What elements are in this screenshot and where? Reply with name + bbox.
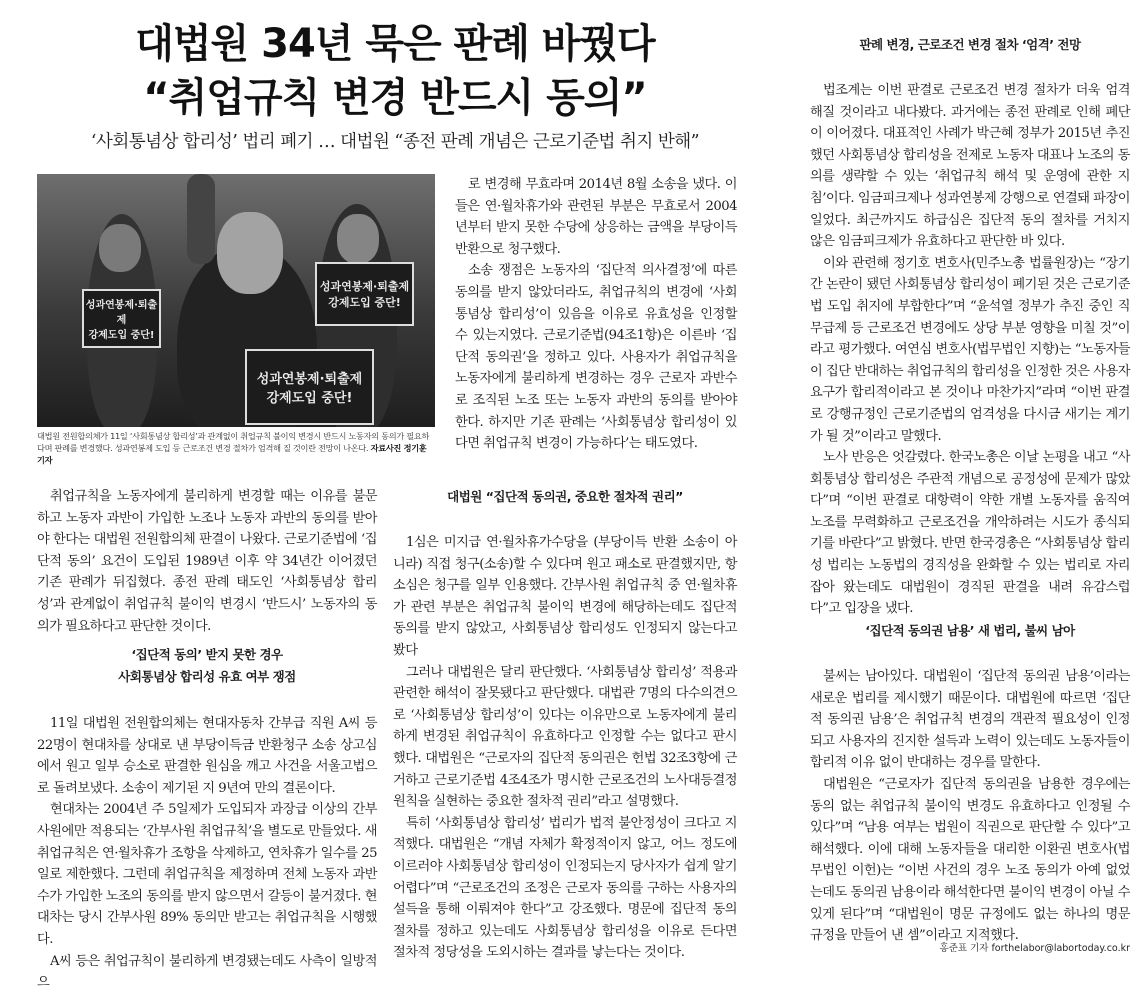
byline: 홍준표 기자 forthelabor@labortoday.co.kr bbox=[939, 943, 1130, 954]
protest-photo bbox=[37, 174, 435, 427]
col2-body bbox=[393, 532, 737, 964]
subheadline: ‘사회통념상 합리성’ 법리 폐기 … 대법원 “종전 판례 개념은 근로기준법 취지 반해” bbox=[90, 132, 700, 152]
col1-subhead-1: ‘집단적 동의’ 받지 못한 경우 bbox=[131, 647, 283, 662]
col1-lead-text: 취업규칙을 노동자에게 불리하게 변경할 때는 이유를 불문하고 노동자 과반이 가입한 노조나 노동자 과반의 동의를 받아야 한다는 대법원 전원합의체 판결이 나왔다. 근로기준법에 ‘집단적 동의’ 요건이 도입된 1989년 이후 약 34년간 이어졌던 기존 판례가 뒤집혔다. 종전 판례 태도인 ‘사회통념상 합리성’과 관계없이 취업규칙 불이익 변경시 ‘반드시’ 노동자의 동의가 필요하다고 판단한 것이다. bbox=[37, 489, 377, 634]
col3-p3: 노사 반응은 엇갈렸다. 한국노총은 이날 논평을 내고 “사회통념상 합리성은 주관적 개념으로 공정성에 문제가 많았다”며 “이번 판결로 대항력이 약한 개별 노동자를 움직여 노조를 무력화하고 근로조건을 개악하려는 시도가 종식되기를 바란다”고 밝혔다. 반면 한국경총은 “사회통념상 합리성 법리는 노동법의 경직성을 완화할 수 있는 법리로 자리 잡아 왔는데도 대법원이 경직된 판결을 내려 유감스럽다”고 입장을 냈다. bbox=[810, 450, 1130, 617]
headline-line-1: 대법원 34년 묵은 판례 바꿨다 bbox=[135, 21, 655, 67]
col3-subheading-2: ‘집단적 동의권 남용’ 새 법리, 불씨 남아 bbox=[865, 623, 1075, 638]
col2-p1: 로 변경해 무효라며 2014년 8월 소송을 냈다. 이들은 연·월차휴가와 관련된 부분은 무효로서 2004년부터 받지 못한 수당에 상응하는 금액을 부당이득 반환으로 청구했다. bbox=[455, 177, 737, 257]
col3-p5: 대법원은 “근로자가 집단적 동의권을 남용한 경우에는 동의 없는 취업규칙 불이익 변경도 유효하다고 인정될 수 있다”며 “남용 여부는 법원이 직권으로 판단할 수 있다”고 해석했다. 이에 대해 노동자들을 대리한 이환권 변호사(법무법인 이헌)는 “이번 사건의 경우 노조 동의가 아예 없었는데도 동의권 남용이라 해석한다면 불이익 변경이 아닐 수 있게 된다”며 “대법원이 명문 규정에도 없는 하나의 명문 규정을 만들어 낸 셈”이라고 지적했다. bbox=[810, 776, 1130, 944]
sign-text-1a: 성과연봉제·퇴출제 bbox=[85, 300, 158, 326]
col3-p4: 불씨는 남아있다. 대법원이 ‘집단적 동의권 남용’이라는 새로운 법리를 제시했기 때문이다. 대법원에 따르면 ‘집단적 동의권 남용’은 취업규칙 변경의 객관적 필요성이 인정되고 사용자의 진지한 설득과 노력이 있는데도 노동자들이 합리적 이유 없이 반대하는 경우를 말한다. bbox=[810, 669, 1130, 771]
col3-p1: 법조계는 이번 판결로 근로조건 변경 절차가 더욱 엄격해질 것이라고 내다봤다. 과거에는 종전 판례로 인해 폐단이 이어졌다. 대표적인 사례가 박근혜 정부가 2015년 추진했던 사회통념상 합리성을 전제로 노동자 대표나 노조의 동의를 생략할 수 있는 ‘취업규칙 해석 및 운영에 관한 지침’이다. 임금피크제나 성과연봉제 강행으로 연결돼 파장이 일었다. 최근까지도 하급심은 집단적 동의 절차를 거치지 않은 임금피크제가 유효하다고 판단한 바 있다. bbox=[810, 83, 1130, 250]
col1-subhead-2: 사회통념상 합리성 유효 여부 쟁점 bbox=[118, 669, 296, 684]
col2-p4: 그러나 대법원은 달리 판단했다. ‘사회통념상 합리성’ 적용과 관련한 해석이 잘못됐다고 판단했다. 대법관 7명의 다수의견으로 ‘사회통념상 합리성’이 있다는 이유만으로 노동자에게 불리하게 변경된 취업규칙이 유효하다고 인정할 수는 없다고 판시했다. 대법원은 “근로자의 집단적 동의권은 헌법 32조3항에 근거하고 근로기준법 4조4조가 명시한 근로조건의 노사대등결정 원칙을 실현하는 중요한 절차적 권리”라고 설명했다. bbox=[393, 664, 737, 810]
sign-text-3b: 강제도입 중단! bbox=[266, 391, 353, 406]
col1-subheading bbox=[37, 644, 377, 688]
col1-p3: A씨 등은 취업규칙이 불리하게 변경됐는데도 사측이 일방적으 bbox=[37, 953, 377, 991]
col2-p3: 1심은 미지급 연·월차휴가수당을 (부당이득 반환 소송이 아니라) 직접 청구(소송)할 수 있다며 원고 패소로 판결했지만, 항소심은 청구를 일부 인용했다. 간부사원 취업규칙 중 연·월차휴가 관련 부분은 취업규칙 불이익 변경에 해당하는데도 집단적 동의를 받지 않았고, 사회통념상 합리성도 인정되지 않는다고 봤다 bbox=[393, 535, 737, 658]
sign-text-2b: 강제도입 중단! bbox=[328, 296, 401, 309]
sign-text-3a: 성과연봉제·퇴출제 bbox=[256, 372, 363, 387]
col3-body-2 bbox=[810, 666, 1130, 947]
col2-p5: 특히 ‘사회통념상 합리성’ 법리가 법적 불안정성이 크다고 지적했다. 대법원은 “개념 자체가 확정적이지 않고, 어느 정도에 이르러야 사회통념상 합리성이 인정되는지 당사자가 쉽게 알기 어렵다”며 “근로조건의 조정은 근로자 동의를 구하는 사용자의 설득을 통해 이뤄져야 한다”고 강조했다. 명문에 집단적 동의 절차를 정하고 있는데도 사회통념상 합리성을 이유로 든다면 절차적 정당성을 도외시하는 결과를 낳는다는 것이다. bbox=[393, 815, 737, 961]
col1-body bbox=[37, 713, 377, 994]
col3-subheading-1: 판례 변경, 근로조건 변경 절차 ‘엄격’ 전망 bbox=[859, 37, 1081, 52]
sign-text-1b: 강제도입 중단! bbox=[88, 330, 155, 341]
col3-p2: 이와 관련해 정기호 변호사(민주노총 법률원장)는 “장기간 논란이 됐던 사회통념상 합리성이 폐기된 것은 근로기준법 도입 취지에 부합한다”며 “윤석열 정부가 추진 중인 직무급제 등 근로조건 변경에도 상당 부분 영향을 미칠 것”이라고 평가했다. 여연심 변호사(법무법인 지향)는 “노동자들이 집단 반대하는 취업규칙의 합리성을 인정한 것은 사용자 요구가 합리적이라고 본 것이나 마찬가지”라며 “이번 판결로 강행규정인 근로기준법의 엄격성을 다시금 새기는 계기가 될 것”이라고 말했다. bbox=[810, 255, 1130, 444]
col3-body-1 bbox=[810, 80, 1130, 620]
caption-text: 대법원 전원합의체가 11일 ‘사회통념상 합리성’과 관계없이 취업규칙 불이익 변경시 반드시 노동자의 동의가 필요하다며 판례를 변경했다. 성과연봉제 도입 등 근로조건 변경 절차가 엄격해 질 것이란 전망이 나온다. bbox=[37, 431, 430, 453]
col1-p1: 11일 대법원 전원합의체는 현대자동차 간부급 직원 A씨 등 22명이 현대차를 상대로 낸 부당이득금 반환청구 소송 상고심에서 원고 일부 승소로 판결한 원심을 깨고 사건을 서울고법으로 돌려보냈다. 소송이 제기된 지 9년여 만의 결론이다. bbox=[37, 716, 377, 796]
col2-subheading: 대법원 “집단적 동의권, 중요한 절차적 권리” bbox=[447, 489, 683, 504]
col2-top bbox=[455, 174, 737, 455]
headline-line-2: “취업규칙 변경 반드시 동의” bbox=[143, 75, 647, 121]
col2-p2: 소송 쟁점은 노동자의 ‘집단적 의사결정’에 따른 동의를 받지 않았더라도, 취업규칙의 변경에 ‘사회통념상 합리성’이 있음을 이유로 유효성을 인정할 수 있는지였다. 근로기준법(94조1항)은 이른바 ‘집단적 동의권’을 정하고 있다. 사용자가 취업규칙을 노동자에게 불리하게 변경하는 경우 근로자 과반수로 조직된 노조 또는 노동자 과반의 동의를 받아야 한다. 하지만 기존 판례는 ‘사회통념상 합리성이 있다면 취업규칙 변경이 가능하다’는 태도였다. bbox=[455, 263, 737, 452]
photo-caption bbox=[37, 430, 435, 466]
sign-text-2a: 성과연봉제·퇴출제 bbox=[319, 280, 410, 293]
col1-p2: 현대차는 2004년 주 5일제가 도입되자 과장급 이상의 간부사원에만 적용되는 ‘간부사원 취업규칙’을 별도로 만들었다. 새 취업규칙은 연·월차휴가 조항을 삭제하고, 연차휴가 일수를 25일로 제한했다. 그런데 취업규칙을 제정하며 전체 노동자 과반수가 가입한 노조의 동의를 받지 않으면서 갈등이 불거졌다. 현대차는 당시 간부사원 89% 동의만 받고는 취업규칙을 시행했다. bbox=[37, 802, 377, 947]
col1-lead bbox=[37, 486, 377, 637]
photo-credit: 자료사진 정기훈 기자 bbox=[37, 443, 427, 465]
